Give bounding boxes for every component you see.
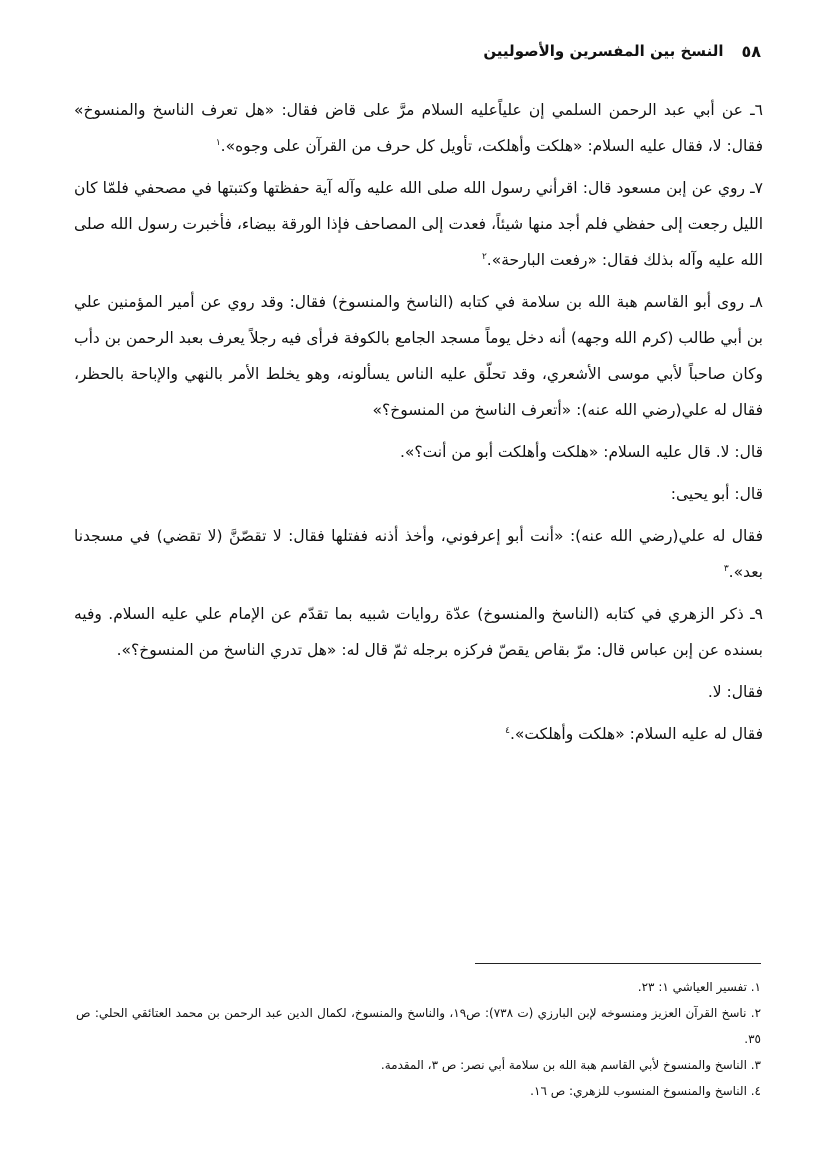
dialogue-line: فقال له علي(رضي الله عنه): «أنت أبو إعرفوني، وأخذ أذنه ففتلها فقال: لا تقصّنَّ (لا تقضي) في مسجدنا بعد».$^٣$ <box>74 527 763 581</box>
dialogue-line: فقال: لا. <box>707 683 763 701</box>
paragraph-6: ٦ـ عن أبي عبد الرحمن السلمي إن علياًعليه السلام مرَّ على قاض فقال: «هل تعرف الناسخ والمنسوخ» فقال: لا، فقال عليه السلام: «هلكت وأهلكت، تأويل كل حرف من القرآن على وجوه».$^١$ <box>74 101 763 155</box>
page-header <box>76 36 761 66</box>
paragraph-8: ٨ـ روى أبو القاسم هبة الله بن سلامة في كتابه (الناسخ والمنسوخ) فقال: وقد روي عن أمير المؤمنين علي بن أبي طالب (كرم الله وجهه) أنه دخل يوماً مسجد الجامع بالكوفة فرأى فيه رجلاً يعرف بعبد الرحمن بن دأب وكان صاحباً لأبي موسى الأشعري، وقد تحلّق عليه الناس يسألونه، وهو يخلط الأمر بالنهي والإباحة بالحظر، فقال له علي(رضي الله عنه): «أتعرف الناسخ من المنسوخ؟» <box>74 293 763 419</box>
footnote-ref: ٢ <box>481 251 487 262</box>
footnote: ٤. الناسخ والمنسوخ المنسوب للزهري: ص ١٦. <box>530 1084 761 1098</box>
footnote-ref: ٤ <box>505 725 510 736</box>
main-text <box>74 92 763 758</box>
paragraph-9: ٩ـ ذكر الزهري في كتابه (الناسخ والمنسوخ) عدّة روايات شبيه بما تقدّم عن الإمام علي عليه السلام. وفيه بسنده عن إبن عباس قال: مرّ بقاص يقصّ فركزه برجله ثمّ قال له: «هل تدري الناسخ من المنسوخ؟». <box>74 605 763 659</box>
dialogue-line: قال: لا. قال عليه السلام: «هلكت وأهلكت أبو من أنت؟». <box>399 443 763 461</box>
footnote-divider <box>475 963 761 964</box>
footnote: ٢. ناسخ القرآن العزيز ومنسوخه لإبن البارزي (ت ٧٣٨): ص١٩، والناسخ والمنسوخ، لكمال الدين عبد الرحمن بن محمد العتائقي الحلي: ص ٣٥. <box>76 1006 762 1046</box>
page-number: ٥٨ <box>741 41 761 61</box>
footnote-ref: ٣ <box>723 563 729 574</box>
footnote: ١. تفسير العياشي ١: ٢٣. <box>637 980 761 994</box>
running-title: النسخ بين المفسرين والأصوليين <box>483 42 724 60</box>
footnote-ref: ١ <box>215 137 221 148</box>
dialogue-line: قال: أبو يحيى: <box>670 485 763 503</box>
footnotes <box>76 974 761 1104</box>
dialogue-line: فقال له عليه السلام: «هلكت وأهلكت».$^٤$ <box>505 725 763 743</box>
footnote: ٣. الناسخ والمنسوخ لأبي القاسم هبة الله بن سلامة أبي نصر: ص ٣، المقدمة. <box>380 1058 761 1072</box>
paragraph-7: ٧ـ روي عن إبن مسعود قال: اقرأني رسول الله صلى الله عليه وآله آية حفظتها وكتبتها في مصحفي فلمّا كان الليل رجعت إلى حفظي فلم أجد منها شيئاً، فعدت إلى المصاحف فإذا الورقة بيضاء، فأخبرت رسول الله صلى الله عليه وآله بذلك فقال: «رفعت البارحة».$^٢$ <box>74 179 763 269</box>
